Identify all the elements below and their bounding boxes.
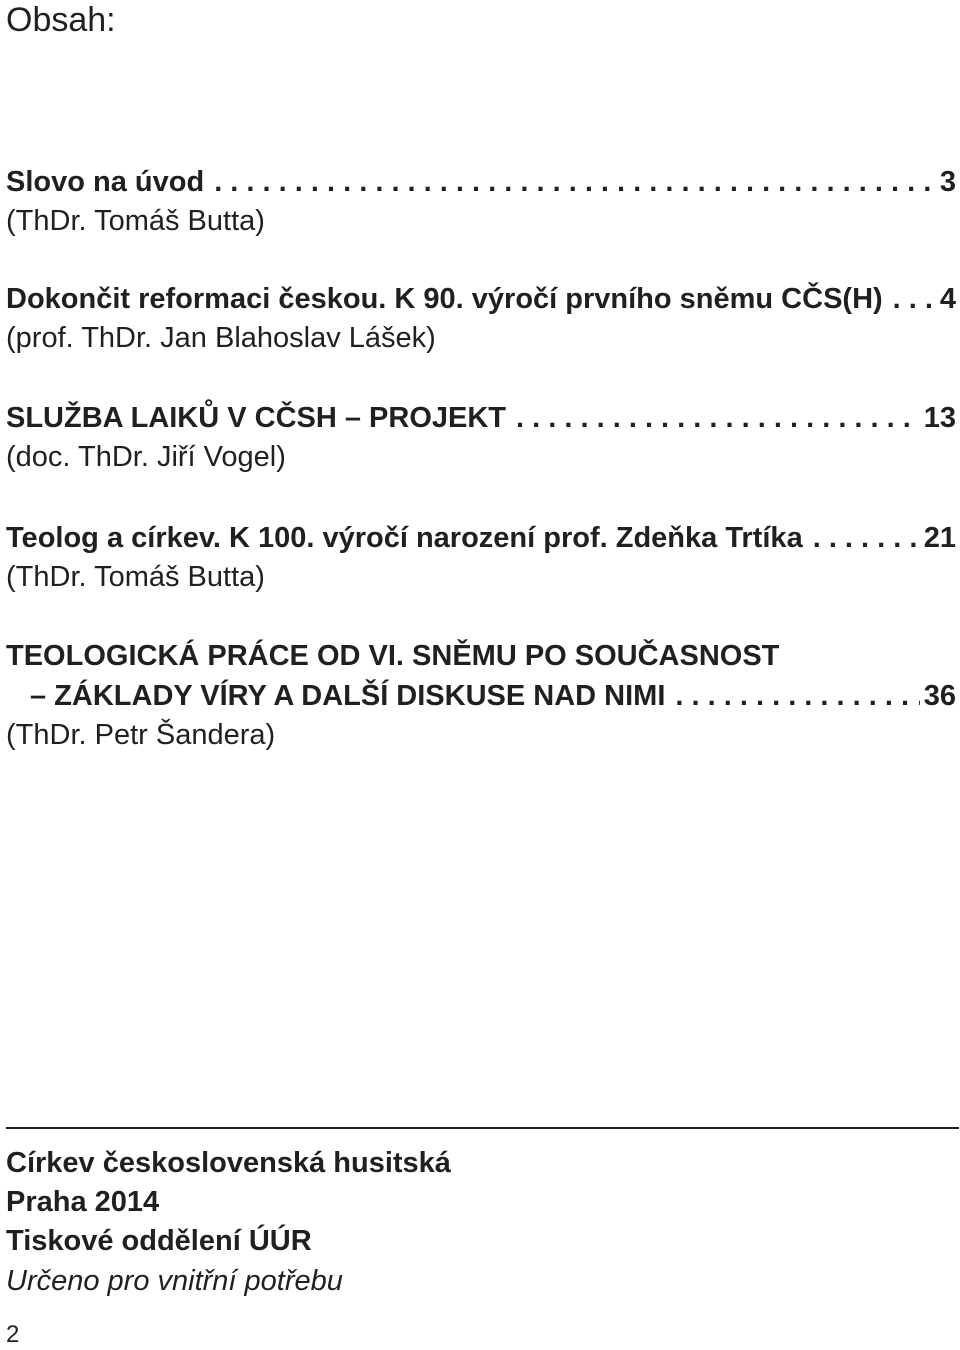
toc-entry-5[interactable] (6, 676, 956, 716)
toc-entry-4[interactable] (6, 518, 956, 558)
toc-entry-page: 21 (923, 522, 956, 554)
toc-entry-page: 13 (923, 402, 956, 434)
toc-entry-1[interactable] (6, 162, 956, 202)
toc-entry-title: Dokončit reformaci českou. K 90. výročí prvního sněmu CČS(H) (6, 283, 883, 315)
dot-leader (813, 518, 920, 558)
dot-leader (214, 162, 936, 202)
imprint-publisher: Církev československá husitská (6, 1147, 451, 1179)
toc-entry-title: SLUŽBA LAIKŮ V CČSH – PROJEKT (6, 402, 507, 434)
imprint-department: Tiskové oddělení ÚÚR (6, 1225, 312, 1257)
page-number: 2 (6, 1321, 20, 1348)
toc-entry-page: 4 (939, 283, 956, 315)
toc-entry-2[interactable] (6, 279, 956, 319)
toc-entry-author: (ThDr. Petr Šandera) (6, 719, 276, 751)
toc-entry-title: Slovo na úvod (6, 166, 205, 198)
imprint-note: Určeno pro vnitřní potřebu (6, 1265, 343, 1297)
toc-entry-title: Teolog a církev. K 100. výročí narození prof. Zdeňka Trtíka (6, 522, 803, 554)
dot-leader (675, 676, 919, 716)
toc-entry-author: (doc. ThDr. Jiří Vogel) (6, 441, 286, 473)
toc-entry-page: 3 (939, 166, 956, 198)
page-heading: Obsah: (6, 1, 116, 39)
toc-entry-page: 36 (923, 680, 956, 712)
footer-divider (6, 1127, 959, 1129)
toc-entry-author: (prof. ThDr. Jan Blahoslav Lášek) (6, 322, 436, 354)
imprint-place-year: Praha 2014 (6, 1186, 160, 1218)
toc-entry-title-line2: – ZÁKLADY VÍRY A DALŠÍ DISKUSE NAD NIMI (30, 680, 666, 712)
toc-entry-author: (ThDr. Tomáš Butta) (6, 561, 265, 593)
toc-entry-3[interactable] (6, 398, 956, 438)
dot-leader (893, 279, 936, 319)
toc-entry-author: (ThDr. Tomáš Butta) (6, 205, 265, 237)
toc-entry-title-line1[interactable]: TEOLOGICKÁ PRÁCE OD VI. SNĚMU PO SOUČASNOST (6, 640, 780, 672)
dot-leader (516, 398, 920, 438)
